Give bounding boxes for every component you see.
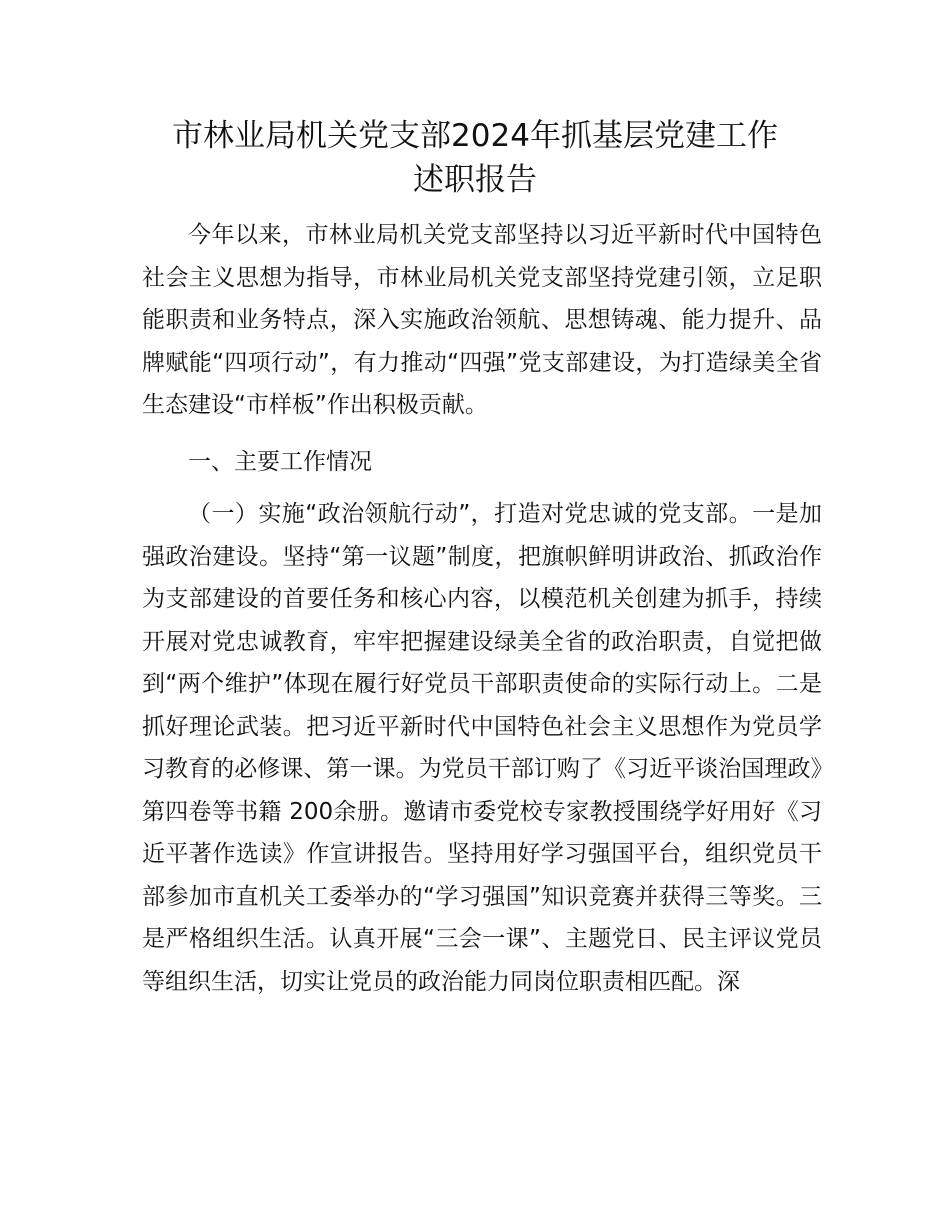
section-heading: 一、主要工作情况: [188, 449, 372, 475]
document-title-line-2: 述职报告: [413, 162, 537, 198]
intro-paragraph: 今年以来，市林业局机关党支部坚持以习近平新时代中国特色社会主义思想为指导，市林业局机关党支部坚持党建引领，立足职能职责和业务特点，深入实施政治领航、思想铸魂、能力提升、品牌赋能“四项行动”，有力推动“四强”党支部建设，为打造绿美全省生态建设“市样板”作出积极贡献。: [142, 222, 822, 418]
document-title-line-1: 市林业局机关党支部2024年抓基层党建工作: [172, 118, 778, 154]
body-paragraph: （一）实施“政治领航行动”，打造对党忠诚的党支部。一是加强政治建设。坚持“第一议题”制度，把旗帜鲜明讲政治、抓政治作为支部建设的首要任务和核心内容，以模范机关创建为抓手，持续开展对党忠诚教育，牢牢把握建设绿美全省的政治职责，自觉把做到“两个维护”体现在履行好党员干部职责使命的实际行动上。二是抓好理论武装。把习近平新时代中国特色社会主义思想作为党员学习教育的必修课、第一课。为党员干部订购了《习近平谈治国理政》第四卷等书籍 200余册。邀请市委党校专家教授围绕学好用好《习近平著作选读》作宣讲报告。坚持用好学习强国平台，组织党员干部参加市直机关工委举办的“学习强国”知识竞赛并获得三等奖。三是严格组织生活。认真开展“三会一课”、主题党日、民主评议党员等组织生活，切实让党员的政治能力同岗位职责相匹配。深: [142, 501, 822, 995]
